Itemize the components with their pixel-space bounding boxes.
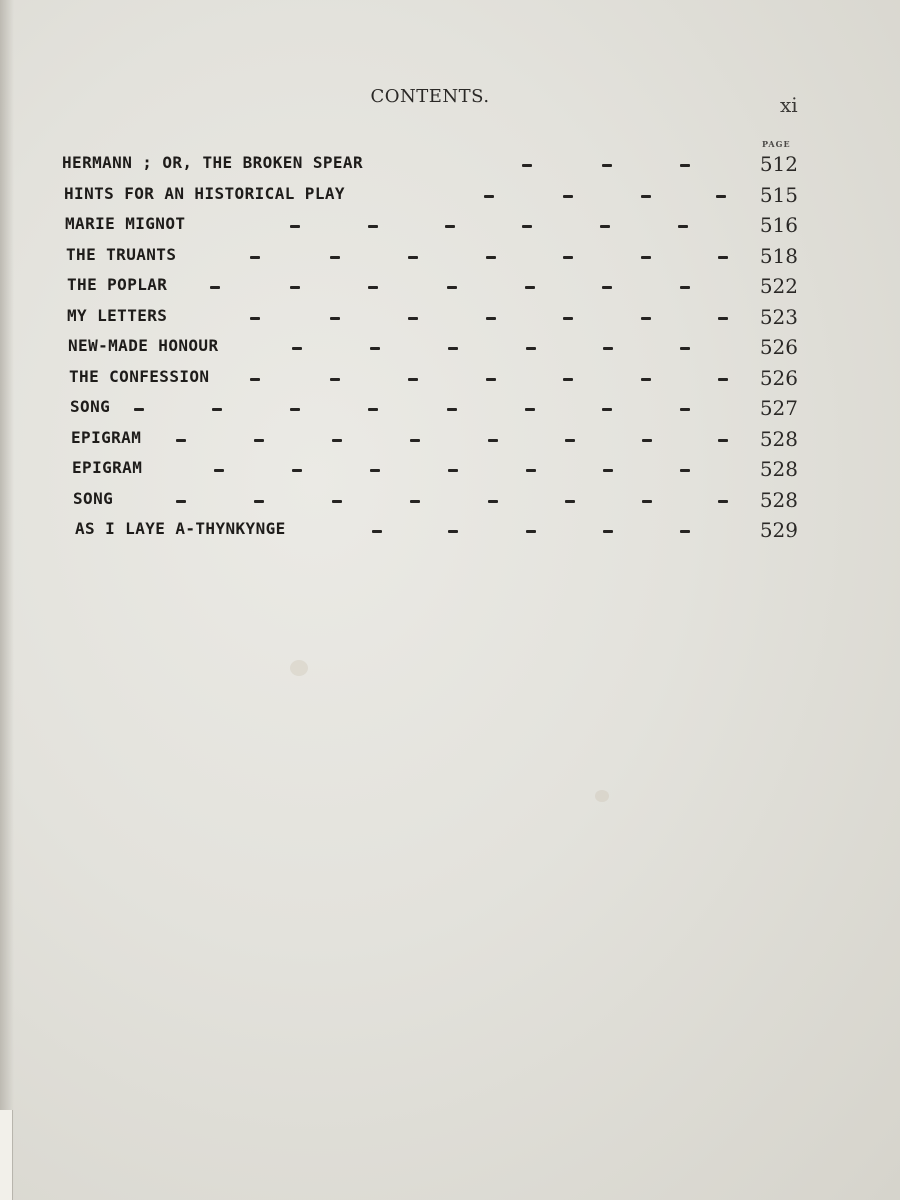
leader-dash	[563, 195, 573, 198]
toc-entry-title: MARIE MIGNOT	[65, 214, 186, 233]
toc-entry-page: 528	[759, 487, 798, 512]
toc-entry[interactable]	[0, 181, 900, 212]
toc-entry-page: 522	[759, 274, 798, 298]
leader-dash	[210, 286, 220, 289]
leader-dash	[641, 317, 651, 320]
leader-dash	[602, 164, 612, 167]
toc-entry[interactable]	[0, 425, 900, 456]
toc-entry-page: 516	[759, 213, 798, 237]
adjacent-page-edge	[0, 1110, 13, 1200]
leader-dash	[716, 195, 726, 198]
leader-dash	[603, 347, 613, 350]
leader-dash	[718, 317, 728, 320]
toc-entry[interactable]	[0, 272, 900, 303]
leader-dash	[370, 469, 380, 472]
toc-entry-title: THE POPLAR	[67, 275, 168, 294]
toc-entry[interactable]	[0, 486, 900, 517]
toc-entry[interactable]	[0, 211, 900, 242]
toc-entry-page: 512	[759, 152, 798, 176]
leader-dash	[522, 164, 532, 167]
toc-entry-title: AS I LAYE A-THYNKYNGE	[75, 519, 286, 538]
toc-entry[interactable]	[0, 455, 900, 486]
toc-entry[interactable]	[0, 333, 900, 364]
leader-dash	[254, 439, 264, 442]
leader-dash	[525, 286, 535, 289]
leader-dash	[680, 286, 690, 289]
leader-dash	[680, 530, 690, 533]
leader-dash	[332, 500, 342, 503]
toc-entry-page: 518	[759, 243, 798, 268]
leader-dash	[603, 530, 613, 533]
leader-dash	[408, 378, 418, 381]
leader-dash	[368, 286, 378, 289]
toc-entry[interactable]	[0, 242, 900, 273]
leader-dash	[368, 408, 378, 411]
toc-entry-title: EPIGRAM	[72, 458, 143, 477]
leader-dash	[176, 439, 186, 442]
toc-entry-page: 526	[759, 335, 798, 359]
toc-entry-title: SONG	[73, 488, 114, 508]
leader-dash	[408, 256, 418, 259]
toc-entry-title: THE TRUANTS	[66, 244, 177, 264]
leader-dash	[290, 408, 300, 411]
leader-dash	[526, 530, 536, 533]
leader-dash	[290, 286, 300, 289]
toc-entry-title: THE CONFESSION	[69, 366, 210, 386]
page-folio-number: xi	[780, 93, 798, 117]
leader-dash	[718, 439, 728, 442]
leader-dash	[447, 408, 457, 411]
leader-dash	[486, 256, 496, 259]
leader-dash	[563, 256, 573, 259]
leader-dash	[292, 347, 302, 350]
leader-dash	[718, 378, 728, 381]
leader-dash	[718, 256, 728, 259]
leader-dash	[484, 195, 494, 198]
leader-dash	[372, 530, 382, 533]
leader-dash	[486, 317, 496, 320]
leader-dash	[448, 347, 458, 350]
leader-dash	[680, 469, 690, 472]
toc-entry-title: NEW-MADE HONOUR	[68, 336, 219, 355]
leader-dash	[370, 347, 380, 350]
leader-dash	[602, 408, 612, 411]
leader-dash	[290, 225, 300, 228]
toc-entry-page: 529	[759, 518, 798, 542]
leader-dash	[488, 439, 498, 442]
toc-entry-page: 523	[759, 304, 798, 329]
leader-dash	[678, 225, 688, 228]
leader-dash	[486, 378, 496, 381]
leader-dash	[330, 256, 340, 259]
leader-dash	[448, 530, 458, 533]
leader-dash	[603, 469, 613, 472]
leader-dash	[641, 256, 651, 259]
leader-dash	[445, 225, 455, 228]
leader-dash	[522, 225, 532, 228]
leader-dash	[176, 500, 186, 503]
toc-entry[interactable]	[0, 303, 900, 334]
table-of-contents	[0, 150, 900, 547]
leader-dash	[214, 469, 224, 472]
leader-dash	[642, 439, 652, 442]
leader-dash	[641, 195, 651, 198]
toc-entry-page: 528	[759, 457, 798, 481]
toc-entry[interactable]	[0, 364, 900, 395]
leader-dash	[408, 317, 418, 320]
leader-dash	[680, 408, 690, 411]
leader-dash	[134, 408, 144, 411]
leader-dash	[330, 378, 340, 381]
leader-dash	[602, 286, 612, 289]
leader-dash	[330, 317, 340, 320]
leader-dash	[254, 500, 264, 503]
paper-stain	[595, 790, 609, 802]
paper-stain	[290, 660, 308, 676]
leader-dash	[641, 378, 651, 381]
toc-entry-page: 527	[759, 396, 798, 420]
page-column-label: PAGE	[762, 139, 791, 149]
leader-dash	[250, 378, 260, 381]
toc-entry-title: SONG	[70, 397, 111, 416]
toc-entry-page: 526	[759, 365, 798, 390]
leader-dash	[448, 469, 458, 472]
leader-dash	[250, 317, 260, 320]
toc-entry-title: HINTS FOR AN HISTORICAL PLAY	[64, 183, 345, 203]
leader-dash	[565, 500, 575, 503]
leader-dash	[212, 408, 222, 411]
leader-dash	[250, 256, 260, 259]
leader-dash	[680, 347, 690, 350]
leader-dash	[292, 469, 302, 472]
leader-dash	[526, 469, 536, 472]
leader-dash	[368, 225, 378, 228]
leader-dash	[410, 439, 420, 442]
toc-entry[interactable]	[0, 516, 900, 547]
toc-entry[interactable]	[0, 394, 900, 425]
toc-entry-page: 528	[759, 426, 798, 451]
leader-dash	[680, 164, 690, 167]
leader-dash	[642, 500, 652, 503]
toc-entry-page: 515	[759, 182, 798, 207]
leader-dash	[718, 500, 728, 503]
leader-dash	[447, 286, 457, 289]
leader-dash	[488, 500, 498, 503]
leader-dash	[525, 408, 535, 411]
leader-dash	[563, 378, 573, 381]
toc-entry-title: HERMANN ; OR, THE BROKEN SPEAR	[62, 153, 363, 172]
leader-dash	[526, 347, 536, 350]
leader-dash	[600, 225, 610, 228]
leader-dash	[332, 439, 342, 442]
leader-dash	[410, 500, 420, 503]
toc-entry-title: MY LETTERS	[67, 305, 168, 325]
page-title: CONTENTS.	[370, 86, 490, 107]
leader-dash	[563, 317, 573, 320]
leader-dash	[565, 439, 575, 442]
toc-entry[interactable]	[0, 150, 900, 181]
toc-entry-title: EPIGRAM	[71, 427, 142, 447]
